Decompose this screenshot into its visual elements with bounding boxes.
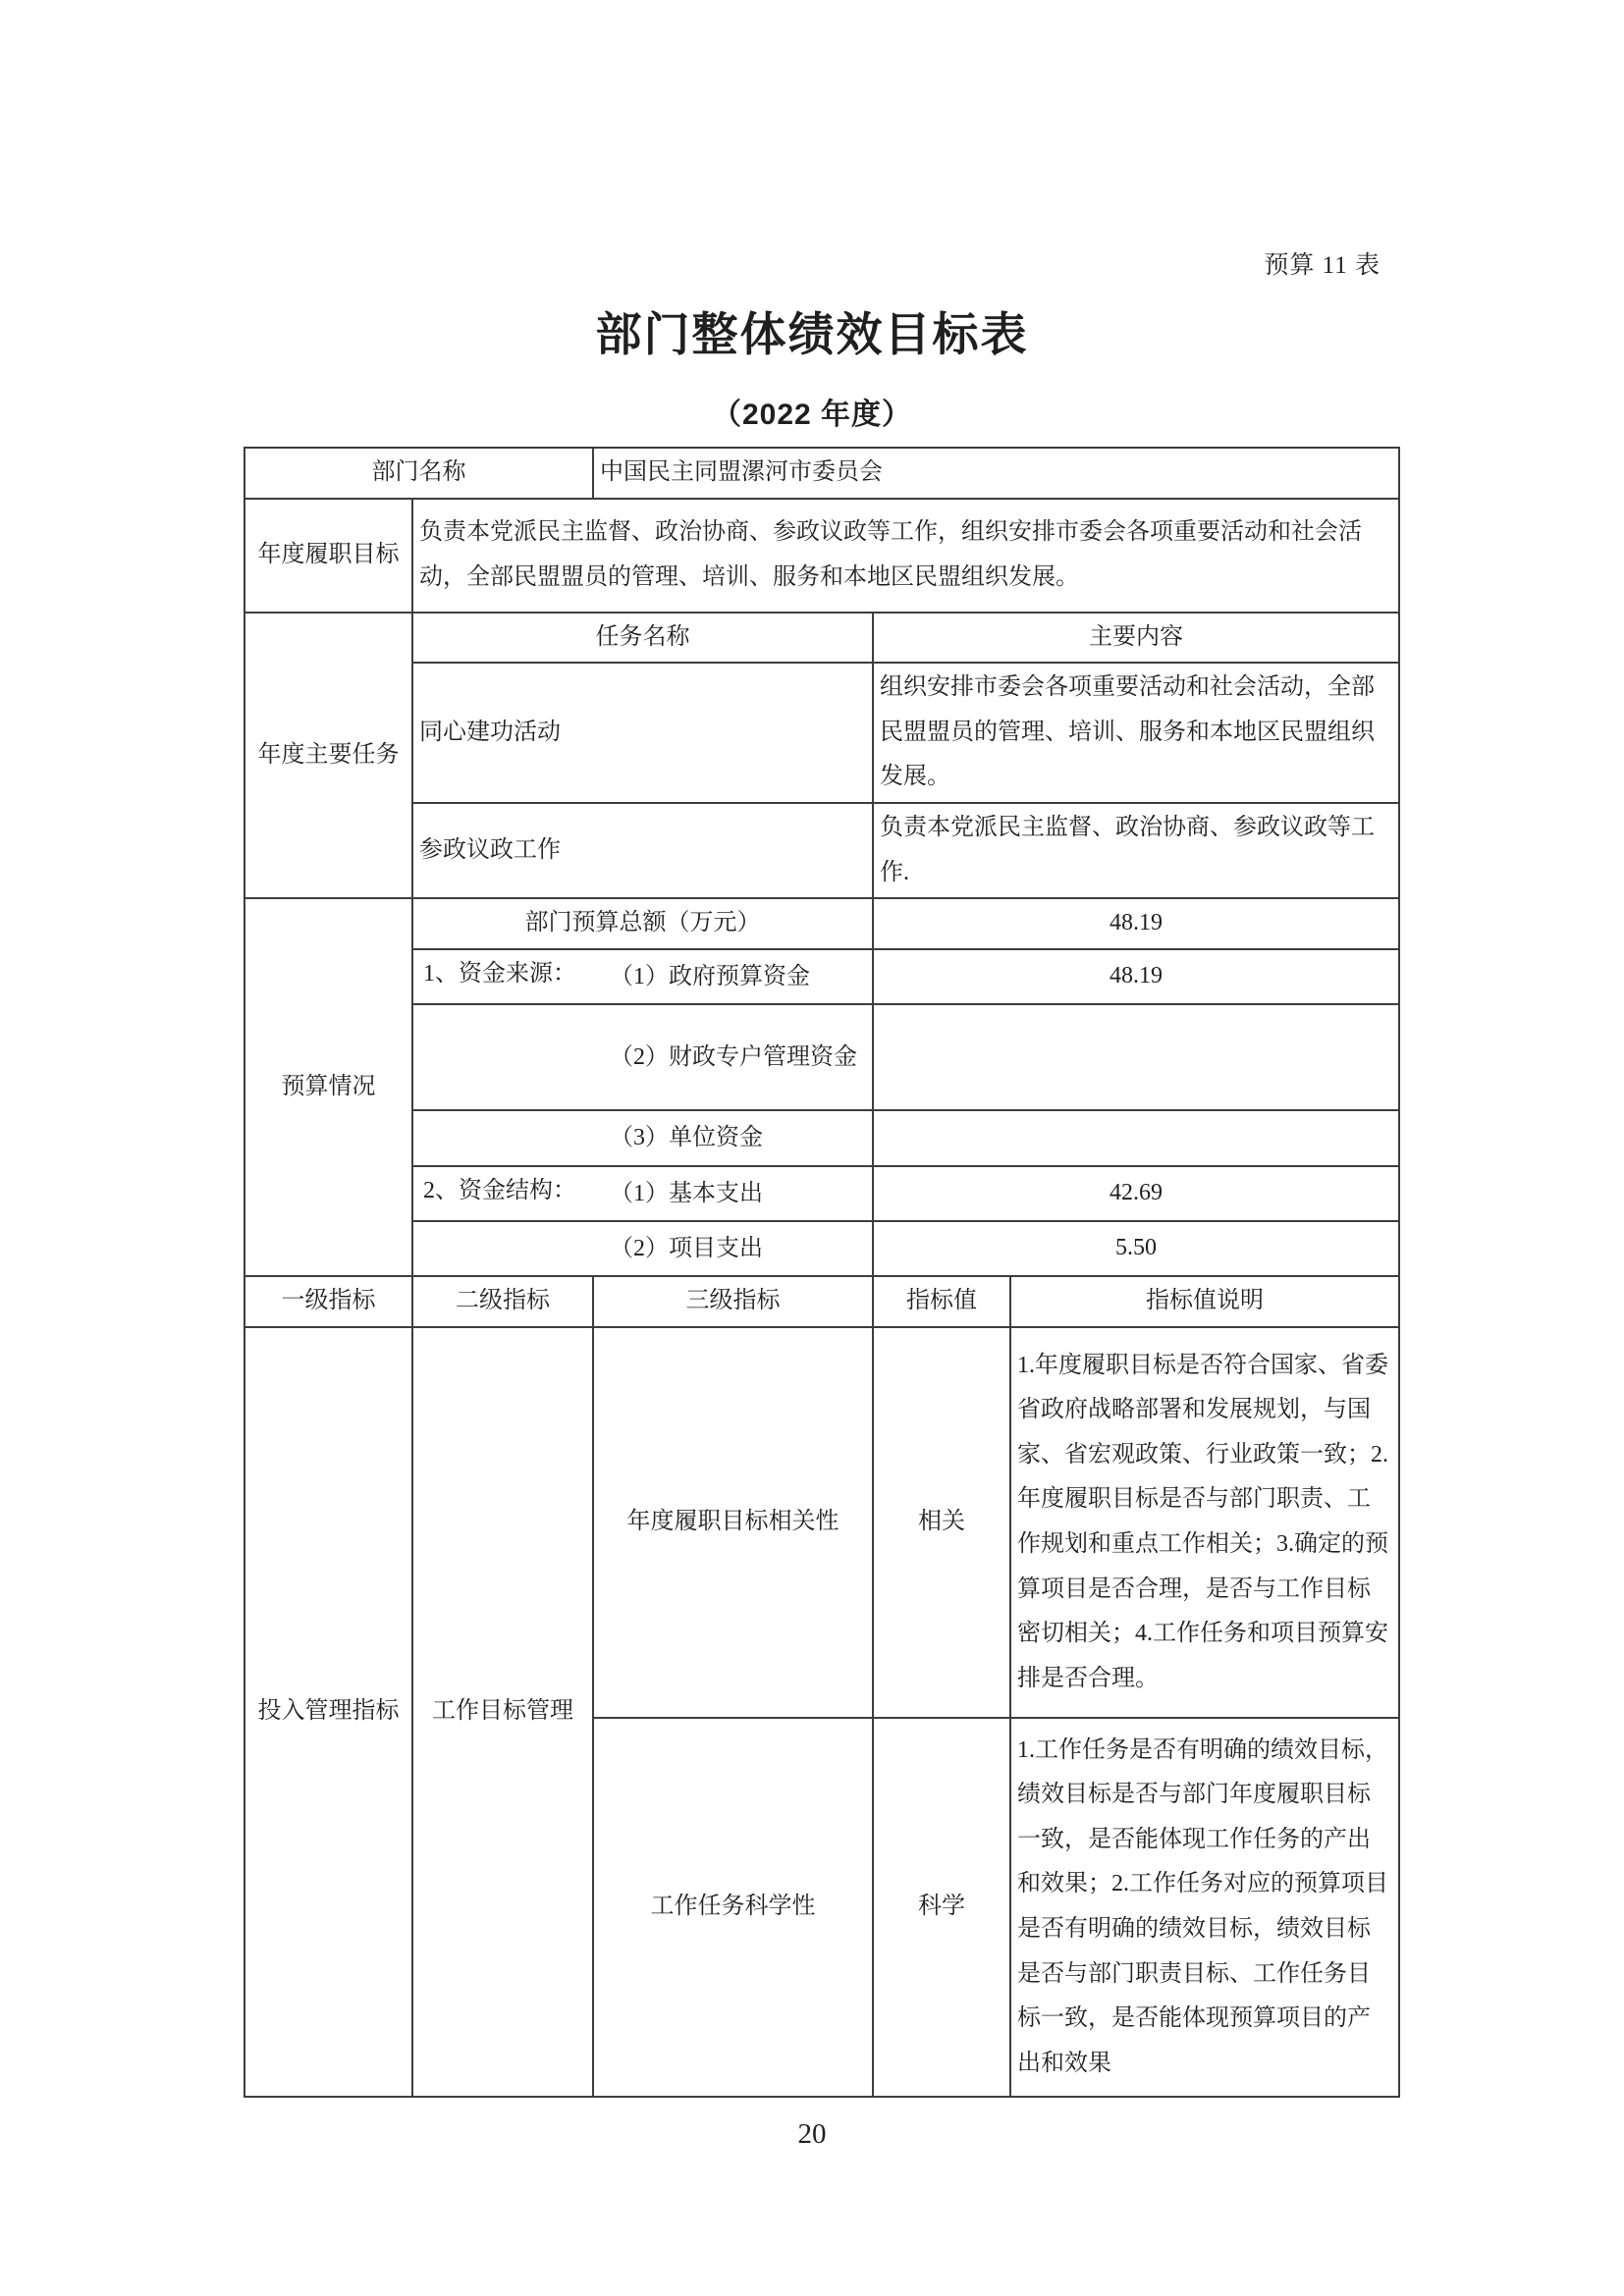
- tasks-section-label: 年度主要任务: [244, 613, 412, 899]
- budget-value: 48.19: [873, 949, 1399, 1004]
- task-content: 负责本党派民主监督、政治协商、参政议政等工作.: [873, 803, 1399, 898]
- corner-table-label: 预算 11 表: [1264, 252, 1380, 279]
- table-row: [244, 1004, 1399, 1110]
- budget-label-cell: [412, 1110, 873, 1165]
- budget-item-label: （3）单位资金: [610, 1125, 763, 1151]
- main-content-header: 主要内容: [873, 613, 1399, 664]
- budget-item-label: （1）基本支出: [610, 1180, 763, 1206]
- indicator-value: 相关: [873, 1327, 1010, 1718]
- table-row: [244, 1221, 1399, 1276]
- table-row: [244, 949, 1399, 1004]
- budget-value: [873, 1110, 1399, 1165]
- budget-item-label: （1）政府预算资金: [610, 963, 810, 989]
- budget-total-value: 48.19: [873, 898, 1399, 949]
- indicator-description: 1.年度履职目标是否符合国家、省委省政府战略部署和发展规划，与国家、省宏观政策、行业政策一致；2.年度履职目标是否与部门职责、工作规划和重点工作相关；3.确定的预算项目是否合理，是否与工作目标密切相关；4.工作任务和项目预算安排是否合理。: [1010, 1327, 1399, 1718]
- indicator-header-level2: 二级指标: [412, 1276, 593, 1327]
- indicator-level1: 投入管理指标: [244, 1327, 412, 2097]
- budget-section-label: 预算情况: [244, 898, 412, 1276]
- budget-value: 42.69: [873, 1166, 1399, 1221]
- page-number: 20: [797, 2118, 827, 2150]
- indicator-value: 科学: [873, 1718, 1010, 2097]
- indicator-description: 1.工作任务是否有明确的绩效目标，绩效目标是否与部门年度履职目标一致，是否能体现工作任务的产出和效果；2.工作任务对应的预算项目是否有明确的绩效目标，绩效目标是否与部门职责目标、工作任务目标一致，是否能体现预算项目的产出和效果: [1010, 1718, 1399, 2097]
- dept-name-label: 部门名称: [244, 448, 593, 499]
- budget-group-prefix: 1、资金来源：: [423, 960, 576, 987]
- dept-name-value: 中国民主同盟漯河市委员会: [593, 448, 1399, 499]
- indicator-header-level1: 一级指标: [244, 1276, 412, 1327]
- budget-label-cell: [412, 1166, 873, 1221]
- indicator-level3: 年度履职目标相关性: [593, 1327, 873, 1718]
- indicator-level3: 工作任务科学性: [593, 1718, 873, 2097]
- table-row: [244, 613, 1399, 664]
- performance-target-table: [244, 447, 1400, 2098]
- budget-item-label: （2）财政专户管理资金: [610, 1043, 857, 1070]
- table-row: [244, 1166, 1399, 1221]
- table-row: [244, 499, 1399, 613]
- task-name: 参政议政工作: [412, 803, 873, 898]
- budget-item-label: （2）项目支出: [610, 1235, 763, 1261]
- annual-duty-value: 负责本党派民主监督、政治协商、参政议政等工作，组织安排市委会各项重要活动和社会活动，全部民盟盟员的管理、培训、服务和本地区民盟组织发展。: [412, 499, 1399, 613]
- budget-group-prefix: 2、资金结构：: [423, 1177, 576, 1203]
- table-row: [244, 1327, 1399, 1718]
- table-row: [244, 1110, 1399, 1165]
- task-name: 同心建功活动: [412, 663, 873, 803]
- budget-total-label: 部门预算总额（万元）: [412, 898, 873, 949]
- annual-duty-label: 年度履职目标: [244, 499, 412, 613]
- budget-label-cell: [412, 949, 873, 1004]
- table-row: [244, 448, 1399, 499]
- indicator-header-value: 指标值: [873, 1276, 1010, 1327]
- table-row: [244, 663, 1399, 803]
- budget-value: [873, 1004, 1399, 1110]
- indicator-level2: 工作目标管理: [412, 1327, 593, 2097]
- budget-label-cell: [412, 1221, 873, 1276]
- page-title: 部门整体绩效目标表: [595, 308, 1029, 360]
- task-content: 组织安排市委会各项重要活动和社会活动，全部民盟盟员的管理、培训、服务和本地区民盟组织发展。: [873, 663, 1399, 803]
- indicator-header-level3: 三级指标: [593, 1276, 873, 1327]
- page-subtitle: （2022 年度）: [711, 399, 913, 431]
- indicator-header-value-desc: 指标值说明: [1010, 1276, 1399, 1327]
- table-row: [244, 1276, 1399, 1327]
- budget-value: 5.50: [873, 1221, 1399, 1276]
- table-row: [244, 803, 1399, 898]
- table-row: [244, 898, 1399, 949]
- task-name-header: 任务名称: [412, 613, 873, 664]
- budget-label-cell: [412, 1004, 873, 1110]
